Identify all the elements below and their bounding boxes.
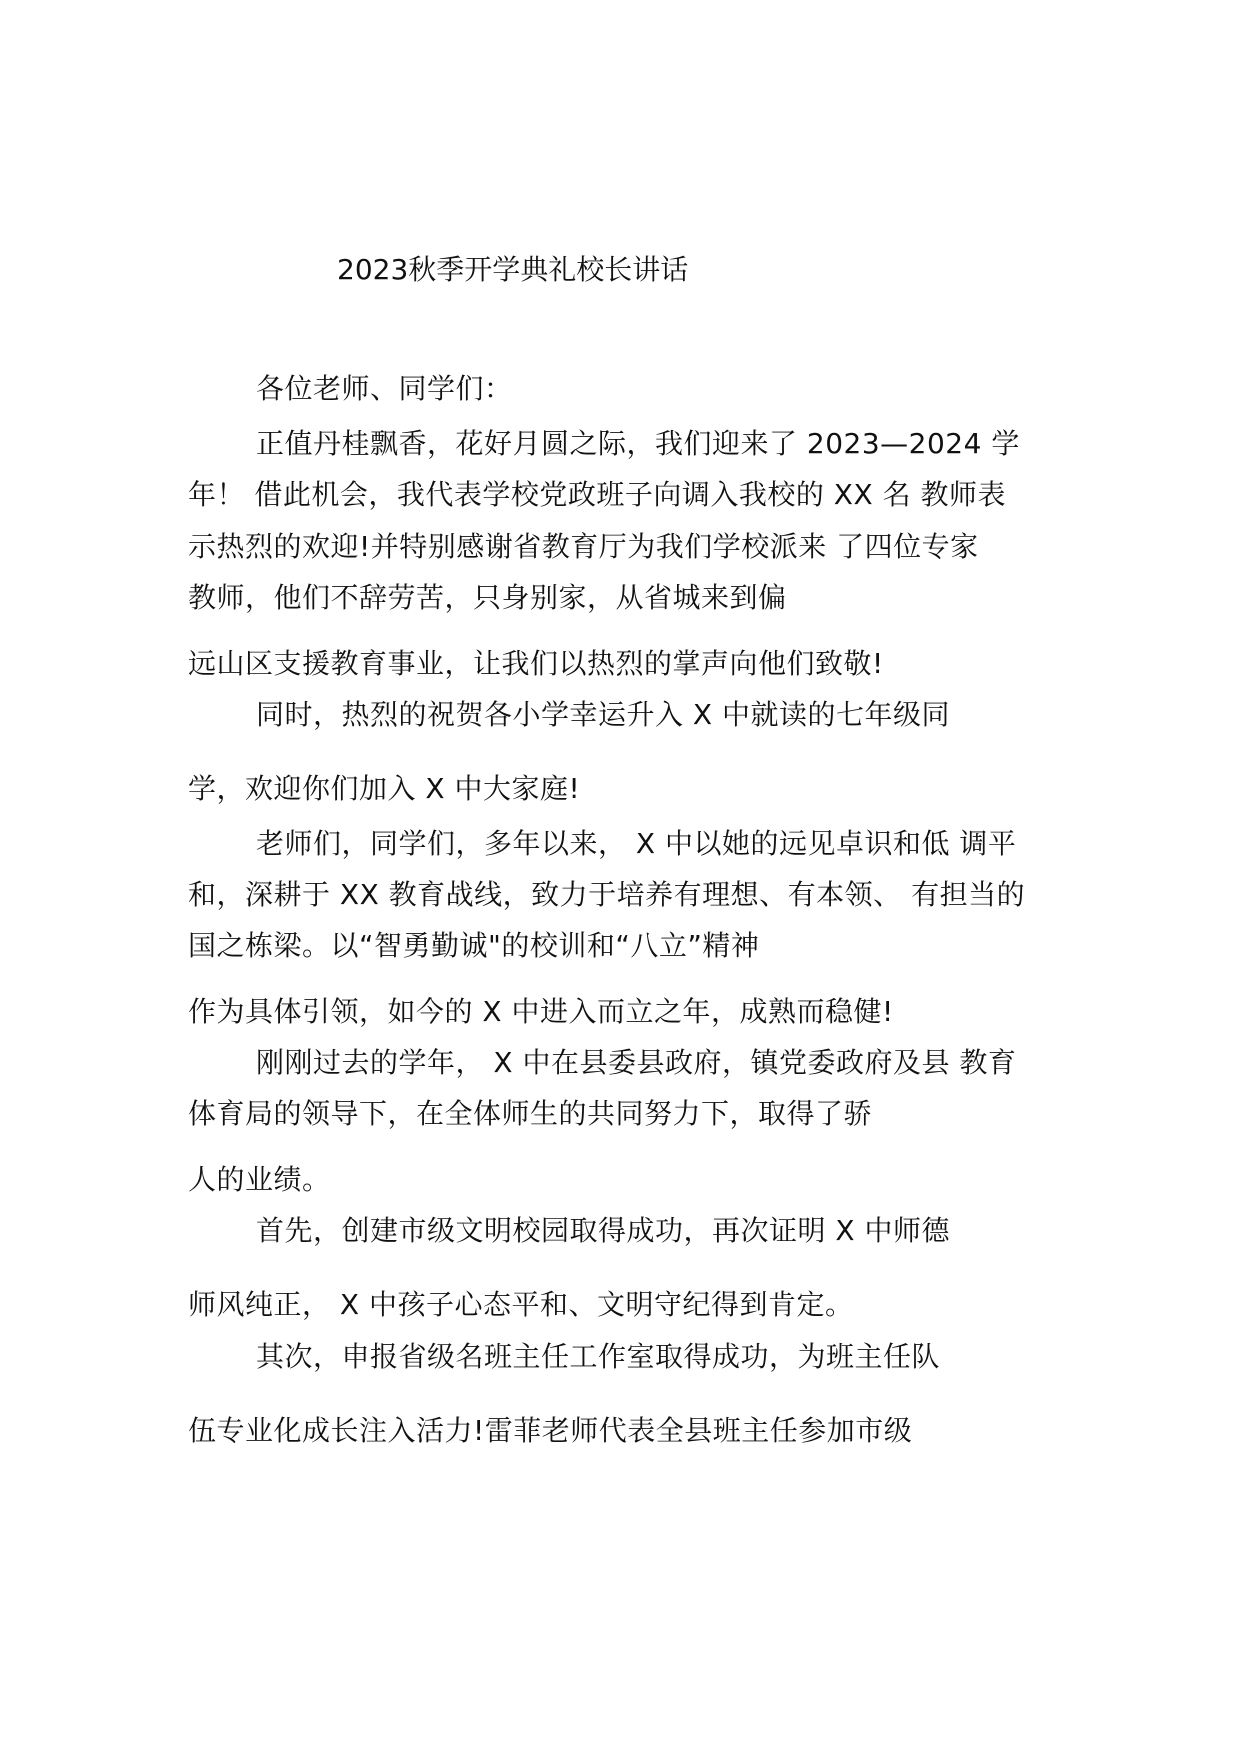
body-line: 伍专业化成长注入活力!雷菲老师代表全县班主任参加市级 — [188, 1414, 913, 1447]
body-line: 其次，申报省级名班主任工作室取得成功，为班主任队 — [256, 1340, 941, 1373]
body-line: 首先，创建市级文明校园取得成功，再次证明 X 中师德 — [256, 1214, 950, 1247]
salutation: 各位老师、同学们： — [256, 372, 513, 405]
body-line: 和，深耕于 XX 教育战线，致力于培养有理想、有本领、 有担当的 — [188, 878, 1026, 911]
document-title: 2023秋季开学典礼校长讲话 — [337, 253, 689, 286]
body-line: 正值丹桂飘香，花好月圆之际，我们迎来了 2023—2024 学 — [256, 427, 1020, 460]
body-line: 学，欢迎你们加入 X 中大家庭! — [188, 772, 581, 805]
body-line: 刚刚过去的学年， X 中在县委县政府，镇党委政府及县 教育 — [256, 1046, 1017, 1079]
body-line: 国之栋梁。以“智勇勤诚"的校训和“八立”精神 — [188, 929, 760, 962]
body-line: 年！ 借此机会，我代表学校党政班子向调入我校的 XX 名 教师表 — [188, 478, 1006, 511]
body-line: 作为具体引领，如今的 X 中进入而立之年，成熟而稳健! — [188, 995, 894, 1028]
body-line: 体育局的领导下，在全体师生的共同努力下，取得了骄 — [188, 1097, 873, 1130]
body-line: 示热烈的欢迎!并特别感谢省教育厅为我们学校派来 了四位专家 — [188, 530, 979, 563]
body-line: 同时，热烈的祝贺各小学幸运升入 X 中就读的七年级同 — [256, 698, 950, 731]
body-line: 远山区支援教育事业，让我们以热烈的掌声向他们致敬! — [188, 647, 884, 680]
body-line: 老师们，同学们，多年以来， X 中以她的远见卓识和低 调平 — [256, 827, 1017, 860]
body-line: 师风纯正， X 中孩子心态平和、文明守纪得到肯定。 — [188, 1288, 854, 1321]
body-line: 人的业绩。 — [188, 1163, 331, 1196]
body-line: 教师，他们不辞劳苦，只身别家，从省城来到偏 — [188, 581, 787, 614]
